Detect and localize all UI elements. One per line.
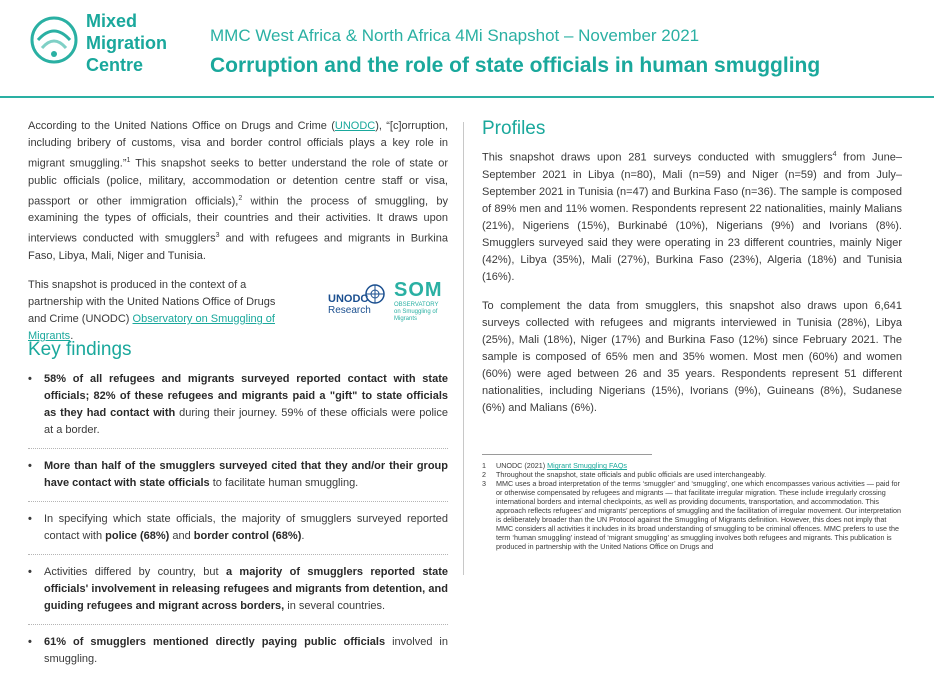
- column-divider: [463, 122, 464, 575]
- footnotes: [482, 461, 902, 551]
- partnership-text-end: .: [70, 329, 74, 342]
- finding-bold: border control (68%): [193, 529, 302, 542]
- som-link[interactable]: Observatory on Smuggling of Migrants: [28, 312, 275, 342]
- partnership-block: [28, 277, 448, 342]
- logo-line-1: Mixed: [86, 11, 138, 31]
- key-finding-item: [28, 634, 448, 677]
- som-logo-name: SOM: [394, 278, 443, 301]
- som-logo-sub1: OBSERVATORY: [394, 301, 439, 308]
- footnote: [482, 470, 902, 479]
- intro-text-b: ), “[c]orruption, including bribery of customs, visa and border control officials plays a key role in migrant smuggling.”: [28, 120, 448, 170]
- unodc-logo-sub: Research: [328, 304, 371, 316]
- key-findings-heading: Key findings: [28, 338, 132, 360]
- footnote-text: UNODC (2021): [496, 461, 548, 470]
- profiles-text-b: from June–September 2021 in Libya (n=80), Mali (n=59) and Niger (n=59) and from July–September 2021 in Tunisia (n=47) and Burkina Faso (n=36). The sample is composed of 89% men and 11% women. Respondents represent 22 nationalities, mainly Malians (21%), Nigeriens (15%), Burkinabé (10%), Nigerians (9%) and Ivorians (8%). Smugglers surveyed said they were operating in 23 different countries, mainly Niger (42%), Libya (35%), Mali (27%), Burkina Faso (23%), Algeria (18%) and Tunisia (16%).: [482, 151, 902, 283]
- finding-text: during their journey. 59% of these officials were police at a border.: [44, 406, 448, 436]
- footnote-ref-4: 4: [832, 151, 837, 158]
- page-title: Corruption and the role of state officials in human smuggling: [210, 54, 821, 77]
- logo-line-3: Centre: [86, 55, 144, 75]
- intro-paragraph: [28, 118, 448, 265]
- footnote-ref-3: 3: [215, 232, 220, 240]
- mmc-logo-text: [86, 10, 167, 76]
- intro-text-e: and with refugees and migrants in Burkina Faso, Libya, Mali, Niger and Tunisia.: [28, 232, 448, 262]
- intro-text-a: According to the United Nations Office on Drugs and Crime (: [28, 120, 335, 132]
- mmc-logo-icon: [28, 14, 80, 66]
- partnership-text: This snapshot is produced in the context of a partnership with the United Nations Office of Drugs and Crime (UNODC): [28, 278, 276, 325]
- logo-line-2: Migration: [86, 33, 167, 53]
- footnote-rule: [482, 454, 652, 455]
- key-finding-item: [28, 458, 448, 502]
- left-column: [28, 118, 448, 686]
- som-logo: [394, 279, 454, 323]
- key-finding-item: [28, 564, 448, 625]
- header-rule: [0, 96, 934, 98]
- footnote-number: 1: [482, 461, 486, 470]
- finding-text: and: [169, 529, 194, 542]
- unodc-link[interactable]: UNODC: [334, 120, 376, 132]
- unodc-research-logo: [328, 283, 384, 323]
- finding-text: to facilitate human smuggling.: [209, 476, 359, 489]
- finding-text: .: [301, 529, 305, 542]
- finding-bold: 61% of smugglers mentioned directly paying public officials: [44, 635, 386, 648]
- right-column: [482, 118, 902, 429]
- un-globe-icon: [364, 283, 386, 305]
- profiles-heading: Profiles: [482, 118, 546, 139]
- finding-bold: a majority of smugglers reported state officials' involvement in releasing refugees and migrants from detention, and guiding refugees and migrant across borders,: [44, 565, 448, 612]
- footnote-text: MMC uses a broad interpretation of the terms ‘smuggler’ and ‘smuggling’, one which encompasses various activities — paid for or otherwise compensated by refugees and migrants — that facilitate irregular migration. These include irregularly crossing international borders and internal checkpoints, as well as providing documents, transportation, and accommodation. This approach reflects refugees’ and migrants’ perceptions of smuggling and the facilitation of irregular movement. Our interpretation is deliberately broader than the UN Protocol against the Smuggling of Migrants definition. However, this does not imply that MMC considers all activities it includes in its broad understanding of smuggling to be criminal offences. MMC prefers to use the term ‘human smuggling’ instead of ‘migrant smuggling’ as smuggling involves both refugees and migrants. This publication is produced in partnership with the United Nations Office on Drugs and: [496, 479, 901, 551]
- finding-text: in several countries.: [284, 599, 386, 612]
- intro-text-c: This snapshot seeks to better understand the role of state or public officials (police, military, accommodation or detention centre staff or visa, passport or other immigration officials),: [28, 157, 448, 208]
- som-logo-sub2: on Smuggling of Migrants: [394, 308, 438, 322]
- footnote: [482, 461, 902, 470]
- footnote-number: 2: [482, 470, 486, 479]
- profiles-paragraph-1: [482, 146, 902, 286]
- finding-bold: 58% of all refugees and migrants surveyed reported contact with state officials; 82% of these refugees and migrants paid a "gift" to state officials as they had contact with: [44, 372, 448, 419]
- key-findings-list: [28, 371, 448, 677]
- migrant-smuggling-faqs-link[interactable]: Migrant Smuggling FAQs: [547, 461, 628, 470]
- footnote-ref-1: 1: [126, 157, 131, 164]
- profiles-text-a: This snapshot draws upon 281 surveys conducted with smugglers: [482, 151, 833, 164]
- footnote-text: Throughout the snapshot, state officials and public officials are used interchangeably.: [496, 470, 767, 479]
- finding-bold: More than half of the smugglers surveyed cited that they and/or their group have contact with state officials: [44, 459, 448, 489]
- finding-bold: police (68%): [105, 529, 170, 542]
- footnote-ref-2: 2: [238, 194, 243, 202]
- key-finding-item: [28, 371, 448, 449]
- snapshot-supertitle: MMC West Africa & North Africa 4Mi Snapshot – November 2021: [210, 26, 700, 45]
- mmc-logo: [28, 10, 208, 86]
- footnote: [482, 479, 902, 551]
- key-finding-item: [28, 511, 448, 555]
- footnote-number: 3: [482, 479, 486, 488]
- intro-text-d: within the process of smuggling, by examining the types of officials, their countries and their activities. It draws upon interviews conducted with smugglers: [28, 195, 448, 245]
- page-header: [0, 0, 934, 96]
- profiles-paragraph-2: To complement the data from smugglers, this snapshot also draws upon 6,641 surveys collected with refugees and migrants interviewed in Tunisia (28%), Libya (25%), Mali (18%), Niger (17%) and Burkina Faso (12%) since February 2021. The sample is composed of 65% men and 35% women. Most men (60%) and women (60%) were aged between 26 and 35 years. Respondents represent 51 different nationalities, including Nigerians (15%), Ivorians (9%), Guineans (8%), Sudanese (6%) and Malians (6%).: [482, 299, 902, 414]
- unodc-logo-name: UNODC: [328, 292, 369, 305]
- finding-text: involved in smuggling.: [44, 635, 448, 665]
- finding-text: In specifying which state officials, the majority of smugglers surveyed reported contact with: [44, 512, 448, 542]
- finding-text: Activities differed by country, but: [44, 565, 226, 578]
- partnership-paragraph: [28, 277, 293, 345]
